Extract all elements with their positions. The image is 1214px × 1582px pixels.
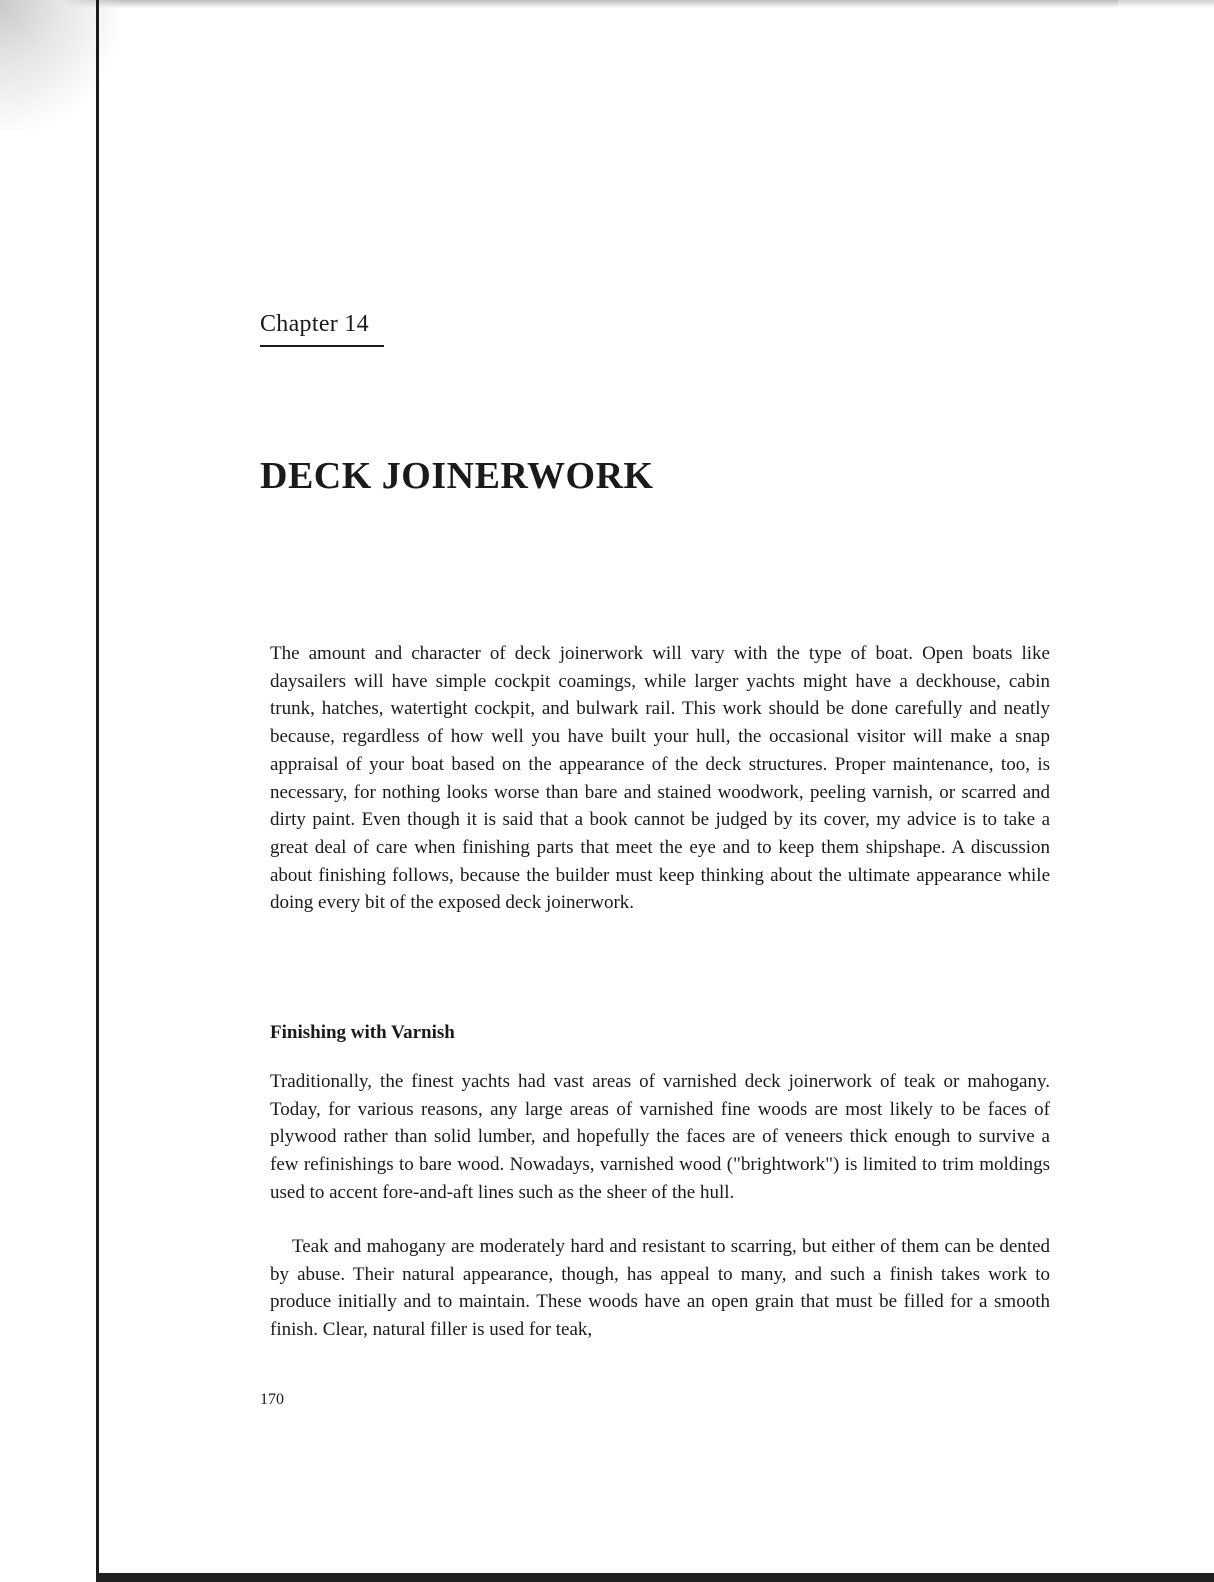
section-heading: Finishing with Varnish (270, 1022, 455, 1043)
scan-right-edge (1118, 0, 1214, 8)
scan-corner-shadow (0, 0, 120, 130)
scan-top-edge (0, 0, 1214, 8)
page-number: 170 (260, 1391, 284, 1408)
scan-bottom-edge (96, 1573, 1214, 1582)
chapter-title: DECK JOINERWORK (260, 455, 654, 497)
scan-left-edge (96, 0, 99, 1582)
varnish-paragraph-2: Teak and mahogany are moderately hard and resistant to scarring, but either of them can be dented by abuse. Their natural appearance, though, has appeal to many, and such a finish takes work to produce initially and to maintain. These woods have an open grain that must be filled for a smooth finish. Clear, natural filler is used for teak, (270, 1236, 1050, 1341)
intro-paragraph: The amount and character of deck joinerwork will vary with the type of boat. Open boats like daysailers will have simple cockpit coamings, while larger yachts might have a deckhouse, cabin trunk, hatches, watertight cockpit, and bulwark rail. This work should be done carefully and neatly because, regardless of how well you have built your hull, the occasional visitor will make a snap appraisal of your boat based on the appearance of the deck structures. Proper maintenance, too, is necessary, for nothing looks worse than bare and stained woodwork, peeling varnish, or scarred and dirty paint. Even though it is said that a book cannot be judged by its cover, my advice is to take a great deal of care when finishing parts that meet the eye and to keep them shipshape. A discussion about finishing follows, because the builder must keep thinking about the ultimate appearance while doing every bit of the exposed deck joinerwork. (270, 643, 1050, 914)
chapter-label: Chapter 14 (260, 310, 384, 347)
varnish-paragraph-1: Traditionally, the finest yachts had vast areas of varnished deck joinerwork of teak or mahogany. Today, for various reasons, any large areas of varnished fine woods are most likely to be faces of plywood rather than solid lumber, and hopefully the faces are of veneers thick enough to survive a few refinishings to bare wood. Nowadays, varnished wood ("brightwork") is limited to trim moldings used to accent fore-and-aft lines such as the sheer of the hull. (270, 1071, 1050, 1203)
